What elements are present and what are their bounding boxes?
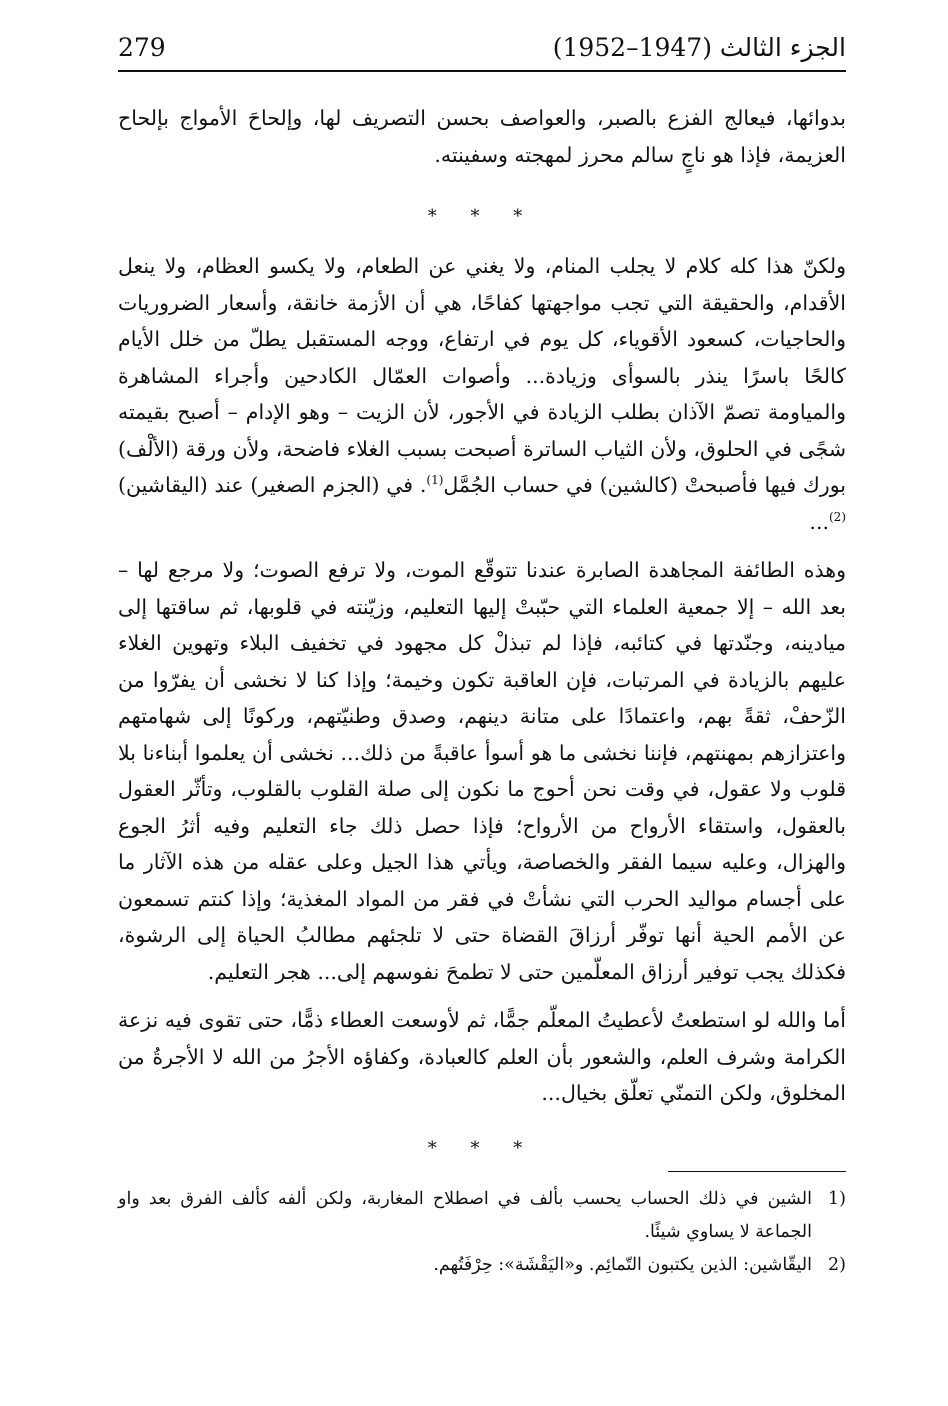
paragraph-ellipsis: ... <box>809 509 829 534</box>
page-header <box>118 22 846 72</box>
paragraph <box>118 248 846 540</box>
section-1 <box>118 100 846 173</box>
footnote-number: 2) <box>828 1255 846 1275</box>
footnotes <box>118 1183 846 1282</box>
footnote-rule <box>668 1171 846 1172</box>
footnote-ref-1[interactable]: (1) <box>426 473 444 488</box>
footnote-item <box>118 1183 846 1249</box>
section-separator: * * * <box>427 206 537 227</box>
footnote-number: 1) <box>828 1189 846 1209</box>
footnote-text: اليقّاشين: الذين يكتبون التّمائِم. و«اليَقْشَة»: حِرْفَتُهم. <box>433 1255 812 1275</box>
page-number: 279 <box>118 32 166 62</box>
footnote-item <box>118 1249 846 1282</box>
header-rule <box>118 70 846 72</box>
paragraph: أما والله لو استطعتُ لأعطيتُ المعلّم جمًّا، ثم لأوسعت العطاء ذمًّا، حتى تقوى فيه نزعة الكرامة وشرف العلم، والشعور بأن العلم كالعبادة، وكفاؤه الأجرُ من الله لا الأجرةُ من المخلوق، ولكن التمنّي تعلّق بخيال... <box>118 1008 846 1105</box>
paragraph-text: ولكنّ هذا كله كلام لا يجلب المنام، ولا يغني عن الطعام، ولا يكسو العظام، ولا ينعل الأقدام، والحقيقة التي تجب مواجهتها كفاحًا، هي أن الأزمة خانقة، وأسعار الضروريات والحاجيات، كسعود الأقوياء، كل يوم في ارتفاع، ووجه المستقبل يطلّ من خلل الأيام كالحًا باسرًا ينذر بالسوأى وزيادة... وأصوات العمّال الكادحين وأجراء المشاهرة والمياومة تصمّ الآذان بطلب الزيادة في الأجور، لأن الزيت – وهو الإدام – أصبح بقيمته شجًى في الحلوق، ولأن الثياب الساترة أصبحت بسبب الغلاء فاضحة، ولأن ورقة (الألْف) بورك فيها فأصبحتْ (كالشين) في حساب الجُمَّل <box>118 254 846 497</box>
footnote-text: الشين في ذلك الحساب يحسب بألف في اصطلاح المغاربة، ولكن ألفه كألف الفرق بعد واو الجماعة لا يساوي شيئًا. <box>118 1189 812 1242</box>
section-2 <box>118 248 846 1112</box>
paragraph: بدوائها، فيعالج الفزع بالصبر، والعواصف بحسن التصريف لها، وإلحاحَ الأمواج بإلحاح العزيمة، فإذا هو ناجٍ سالم محرز لمهجته وسفينته. <box>118 106 846 167</box>
paragraph: وهذه الطائفة المجاهدة الصابرة عندنا تتوقّع الموت، ولا ترفع الصوت؛ ولا مرجع لها – بعد الله – إلا جمعية العلماء التي حبّبتْ إليها التعليم، وزيّنته في قلوبها، ثم ساقتها إلى ميادينه، وجنّدتها في كتائبه، فإذا لم تبذلْ كل مجهود في تخفيف البلاء وتهوين الغلاء عليهم بالزيادة في المرتبات، فإن العاقبة تكون وخيمة؛ وإذا كنا لا نخشى أن يفرّوا من الزّحفْ، ثقةً بهم، واعتمادًا على متانة دينهم، وصدق وطنيّتهم، وركونًا إلى شهامتهم واعتزازهم بمهنتهم، فإننا نخشى ما هو أسوأ عاقبةً من ذلك... نخشى أن يعلموا أبناءنا بلا قلوب ولا عقول، في وقت نحن أحوج ما نكون إلى صلة القلوب بالقلوب، وتأثّر العقول بالعقول، واستقاء الأرواح من الأرواح؛ فإذا حصل ذلك جاء التعليم وفيه أثرُ الجوع والهزال، وعليه سيما الفقر والخصاصة، ويأتي هذا الجيل وعلى عقله من هذه الآثار ما على أجسام مواليد الحرب التي نشأتْ في فقر من المواد المغذية؛ وإذا كنتم تسمعون عن الأمم الحية أنها توفّر أرزاقَ القضاة حتى لا تلجئهم مطالبُ الحياة إلى الرشوة، فكذلك يجب توفير أرزاق المعلّمين حتى لا تطمحَ نفوسهم إلى... هجر التعليم. <box>118 558 846 984</box>
running-title: الجزء الثالث (1947–1952) <box>552 32 846 62</box>
footnote-ref-2[interactable]: (2) <box>828 509 846 524</box>
paragraph-text: . في (الجزم الصغير) عند (اليقاشين) <box>118 473 427 497</box>
section-separator: * * * <box>427 1138 537 1159</box>
